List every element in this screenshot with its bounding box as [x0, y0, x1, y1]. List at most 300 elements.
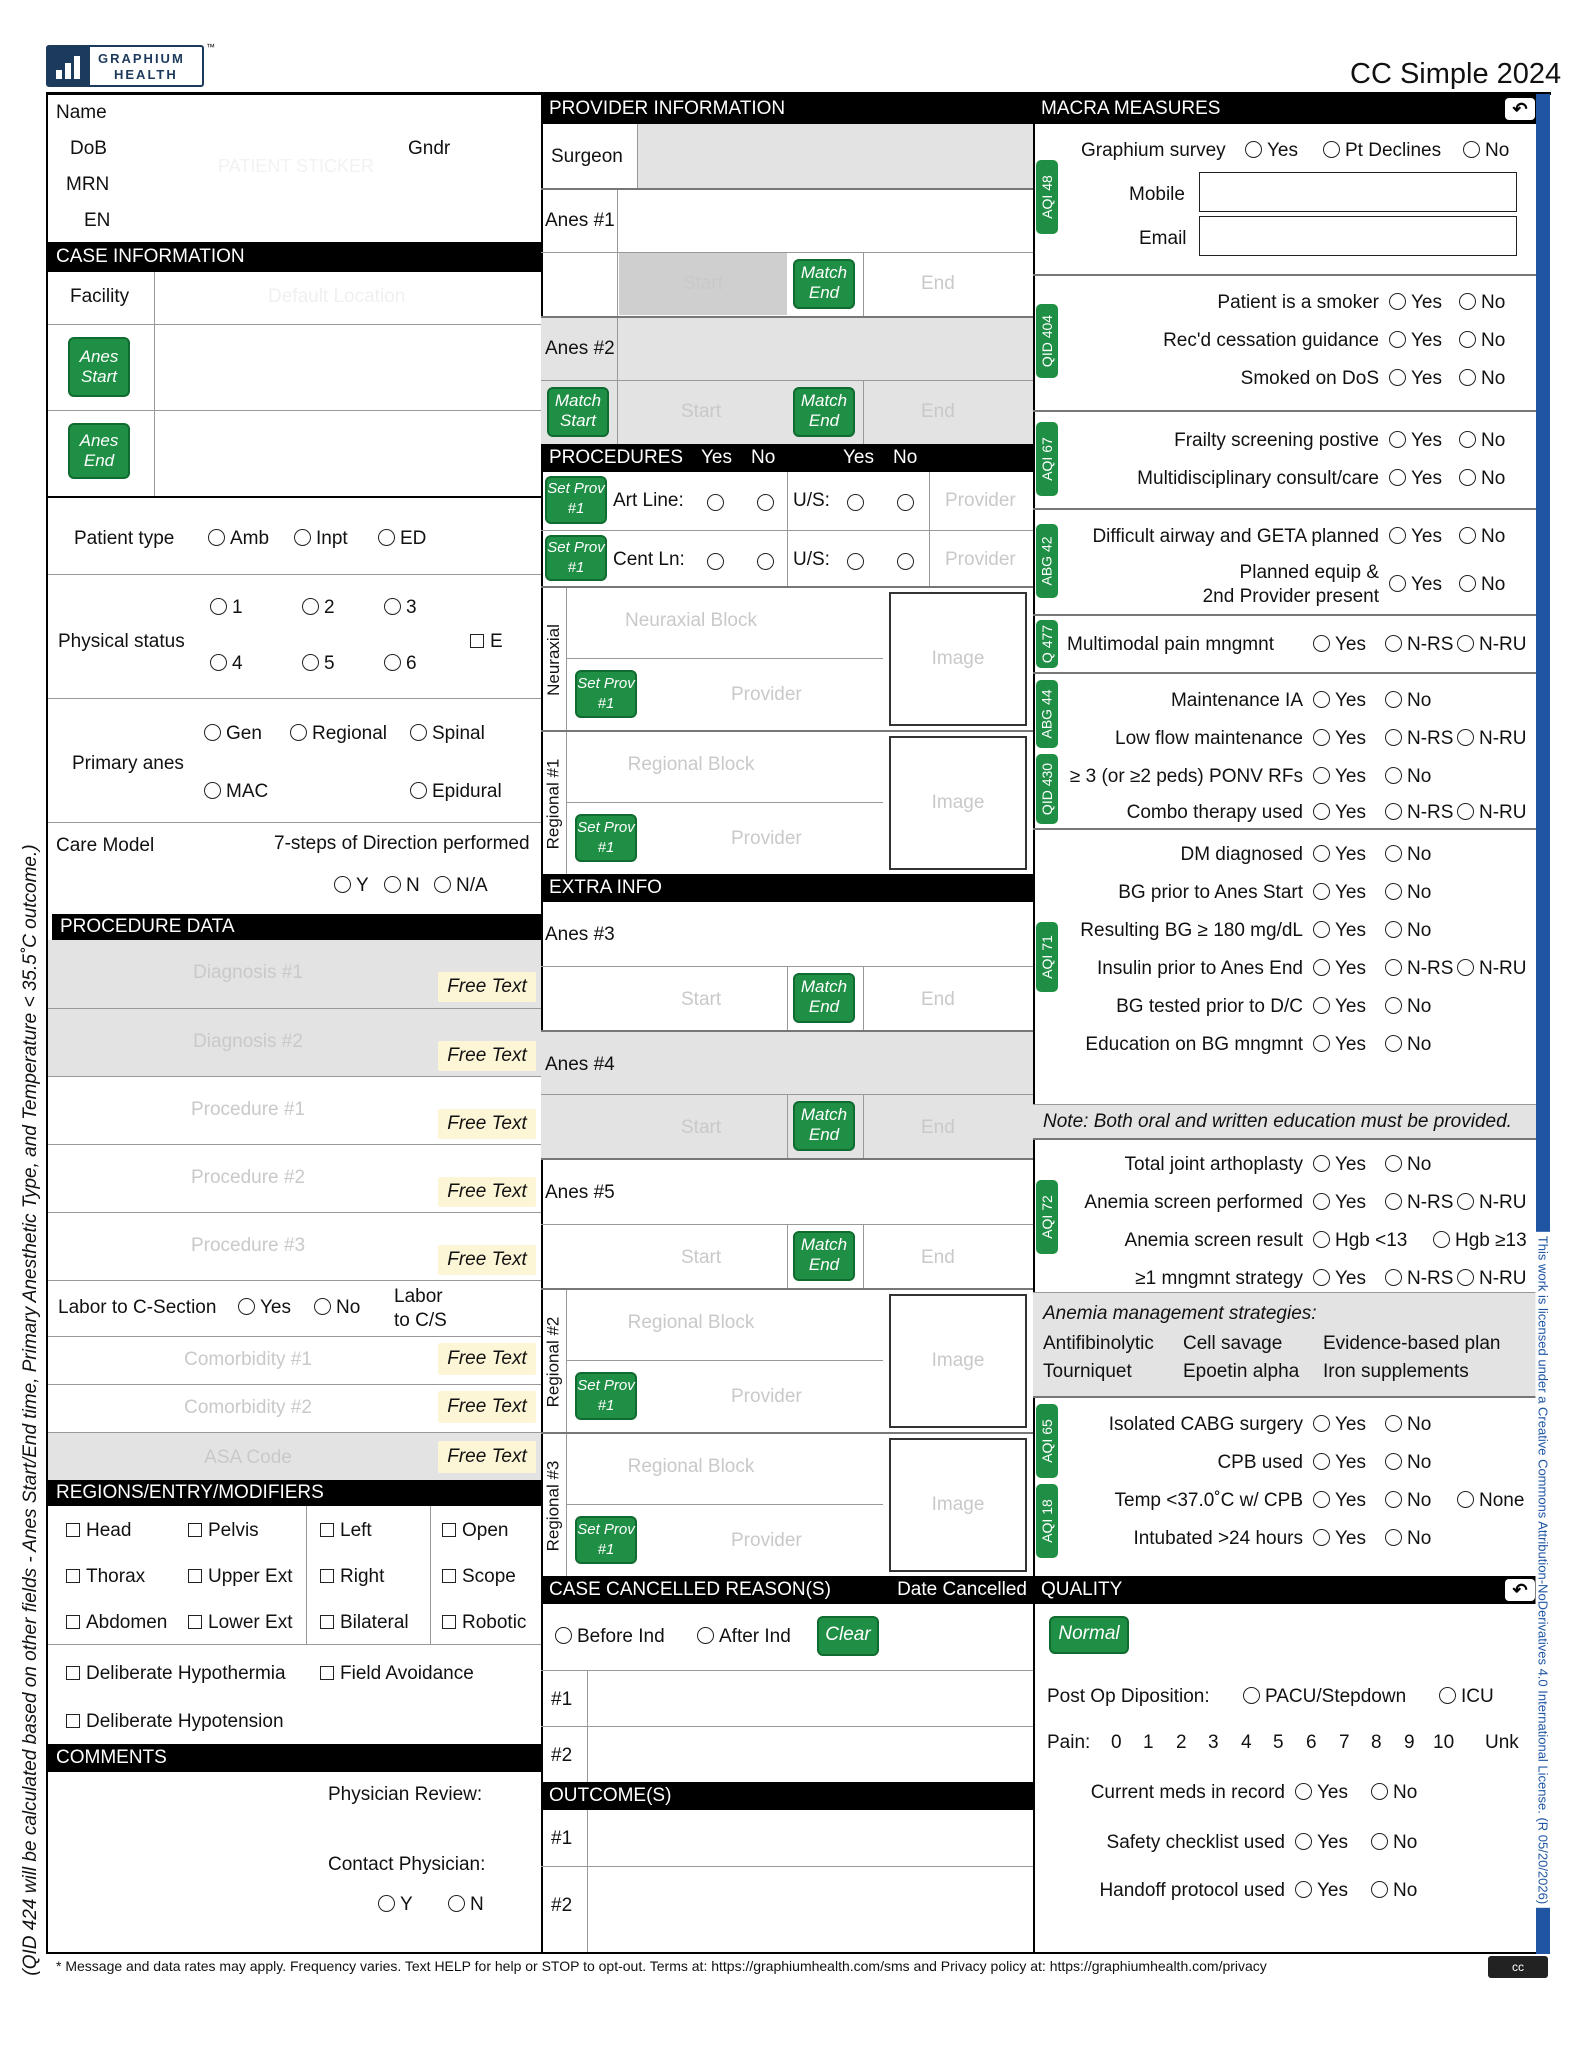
- cessation-label: Rec'd cessation guidance: [1163, 330, 1379, 351]
- bg180-label: Resulting BG ≥ 180 mg/dL: [1080, 920, 1303, 941]
- tab-q-477: Q 477: [1036, 620, 1058, 668]
- pa-mac[interactable]: MAC: [204, 781, 268, 803]
- combo-nrs[interactable]: N-RS: [1385, 802, 1453, 824]
- bgtested-yes[interactable]: Yes: [1313, 996, 1366, 1018]
- safety-no[interactable]: No: [1371, 1832, 1417, 1854]
- regional1-label: Regional #1: [541, 732, 567, 876]
- ponv-no[interactable]: No: [1385, 766, 1431, 788]
- tja-no[interactable]: No: [1385, 1154, 1431, 1176]
- outcome-2[interactable]: [587, 1867, 1033, 1952]
- cent-ln-provider[interactable]: Provider: [945, 549, 1016, 570]
- bgprior-yes[interactable]: Yes: [1313, 882, 1366, 904]
- cancel-reason-1-label: #1: [551, 1689, 573, 1710]
- combo-yes[interactable]: Yes: [1313, 802, 1366, 824]
- cancel-reason-2[interactable]: [587, 1727, 1033, 1782]
- cancel-clear-button[interactable]: Clear: [817, 1616, 879, 1656]
- case-info-header: CASE INFORMATION: [48, 242, 541, 272]
- email-label: Email: [1139, 228, 1187, 249]
- regions-header: REGIONS/ENTRY/MODIFIERS: [48, 1480, 541, 1506]
- anes2-start[interactable]: Start: [681, 401, 722, 422]
- temp-yes[interactable]: Yes: [1313, 1490, 1366, 1512]
- maint-ia-label: Maintenance IA: [1170, 690, 1303, 711]
- art-line-no[interactable]: [757, 494, 774, 511]
- anemia-perf-nru[interactable]: N-RU: [1457, 1192, 1527, 1214]
- intubated-label: Intubated >24 hours: [1133, 1528, 1303, 1549]
- facility-value[interactable]: Default Location: [268, 286, 406, 307]
- anes2-end[interactable]: End: [921, 401, 955, 422]
- strategy-iron: Iron supplements: [1323, 1361, 1469, 1382]
- facility-label: Facility: [70, 286, 130, 307]
- free-text-dx1[interactable]: Free Text: [438, 972, 536, 1002]
- insulin-nru[interactable]: N-RU: [1457, 958, 1527, 980]
- art-us-label: U/S:: [793, 490, 830, 511]
- mobile-input[interactable]: [1199, 172, 1517, 212]
- ps-5[interactable]: 5: [302, 653, 335, 675]
- seven-y[interactable]: Y: [334, 875, 369, 897]
- maint-yes[interactable]: Yes: [1313, 690, 1366, 712]
- neuraxial-image[interactable]: Image: [889, 592, 1027, 726]
- intub-no[interactable]: No: [1385, 1528, 1431, 1550]
- anes4-label: Anes #4: [545, 1054, 615, 1075]
- left-column: [46, 94, 543, 1954]
- anemia-hgb-ge13[interactable]: Hgb ≥13: [1433, 1230, 1527, 1252]
- bgtested-no[interactable]: No: [1385, 996, 1431, 1018]
- free-text-comorb2[interactable]: Free Text: [438, 1391, 536, 1423]
- outcome-1[interactable]: [587, 1810, 1033, 1866]
- cessation-yes[interactable]: Yes: [1389, 330, 1442, 352]
- care-model-label: Care Model: [56, 835, 155, 856]
- survey-pt-declines[interactable]: Pt Declines: [1323, 140, 1441, 162]
- anemia-result-label: Anemia screen result: [1124, 1230, 1303, 1251]
- mngmnt-yes[interactable]: Yes: [1313, 1268, 1366, 1290]
- cabg-yes[interactable]: Yes: [1313, 1414, 1366, 1436]
- frailty-no[interactable]: No: [1459, 430, 1505, 452]
- neuraxial-label: Neuraxial: [541, 588, 567, 732]
- asa-code[interactable]: ASA Code: [204, 1447, 292, 1468]
- intub-yes[interactable]: Yes: [1313, 1528, 1366, 1550]
- cent-ln-yes[interactable]: [707, 553, 724, 570]
- strategy-tourniquet: Tourniquet: [1043, 1361, 1132, 1382]
- free-text-proc1[interactable]: Free Text: [438, 1109, 536, 1139]
- cent-us-no[interactable]: [897, 553, 914, 570]
- equip-no[interactable]: No: [1459, 574, 1505, 596]
- comments-header: COMMENTS: [48, 1744, 541, 1772]
- anes5-start[interactable]: Start: [681, 1247, 722, 1268]
- smoker-label: Patient is a smoker: [1217, 292, 1379, 313]
- smoked-no[interactable]: No: [1459, 368, 1505, 390]
- temp-no[interactable]: No: [1385, 1490, 1431, 1512]
- ps-e[interactable]: E: [470, 631, 503, 653]
- anes5-match-end[interactable]: Match End: [793, 1231, 855, 1281]
- art-us-yes[interactable]: [847, 494, 864, 511]
- deliberate-hypotension[interactable]: Deliberate Hypotension: [66, 1711, 284, 1733]
- region-head[interactable]: Head: [66, 1520, 131, 1542]
- primary-anes-label: Primary anes: [72, 753, 184, 774]
- logo-bars-icon: [48, 47, 90, 85]
- region-thorax[interactable]: Thorax: [66, 1566, 145, 1588]
- region-right[interactable]: Right: [320, 1566, 384, 1588]
- pain-0[interactable]: 0: [1111, 1732, 1122, 1753]
- tab-abg-44: ABG 44: [1036, 680, 1058, 748]
- outcome-1-label: #1: [551, 1828, 573, 1849]
- handoff-yes[interactable]: Yes: [1295, 1880, 1348, 1902]
- contact-y[interactable]: Y: [378, 1894, 413, 1916]
- comorbidity-1[interactable]: Comorbidity #1: [184, 1349, 312, 1370]
- seven-na[interactable]: N/A: [434, 875, 488, 897]
- labor-yes[interactable]: Yes: [238, 1297, 291, 1319]
- seven-n[interactable]: N: [384, 875, 420, 897]
- tja-yes[interactable]: Yes: [1313, 1154, 1366, 1176]
- pain-10[interactable]: 10: [1433, 1732, 1455, 1753]
- ps-3[interactable]: 3: [384, 597, 417, 619]
- smoked-yes[interactable]: Yes: [1389, 368, 1442, 390]
- anes5-label: Anes #5: [545, 1182, 615, 1203]
- tab-aqi-72: AQI 72: [1036, 1180, 1058, 1254]
- survey-yes[interactable]: Yes: [1245, 140, 1298, 162]
- regional2-label: Regional #2: [541, 1290, 567, 1434]
- smoker-yes[interactable]: Yes: [1389, 292, 1442, 314]
- pain-2[interactable]: 2: [1176, 1732, 1187, 1753]
- pain-7[interactable]: 7: [1339, 1732, 1350, 1753]
- regional3-image[interactable]: Image: [889, 1438, 1027, 1572]
- outcomes-header: OUTCOME(S): [541, 1782, 1033, 1810]
- middle-column: [541, 94, 1035, 1954]
- combo-label: Combo therapy used: [1126, 802, 1303, 823]
- multi-yes[interactable]: Yes: [1389, 468, 1442, 490]
- combo-nru[interactable]: N-RU: [1457, 802, 1527, 824]
- footer-note: * Message and data rates may apply. Frequency varies. Text HELP for help or STOP to opt-out. Terms at: https://graphiumhealth.com/sms and Privacy policy at: https://graphiumhealth.com/privacy: [56, 1958, 1267, 1974]
- regional3-label: Regional #3: [541, 1434, 567, 1578]
- cent-ln-set-prov[interactable]: Set Prov #1: [545, 535, 607, 581]
- mrn-label: MRN: [66, 174, 110, 195]
- regional1-provider[interactable]: Provider: [731, 828, 802, 849]
- comorbidity-2[interactable]: Comorbidity #2: [184, 1397, 312, 1418]
- anes1-start[interactable]: Start: [619, 253, 787, 315]
- ps-1[interactable]: 1: [210, 597, 243, 619]
- multimodal-nrs[interactable]: N-RS: [1385, 634, 1453, 656]
- insulin-label: Insulin prior to Anes End: [1097, 958, 1303, 979]
- cabg-no[interactable]: No: [1385, 1414, 1431, 1436]
- graphium-logo: [46, 45, 204, 87]
- regional3-provider[interactable]: Provider: [731, 1530, 802, 1551]
- anes3-start[interactable]: Start: [681, 989, 722, 1010]
- insulin-nrs[interactable]: N-RS: [1385, 958, 1453, 980]
- tab-aqi-48: AQI 48: [1036, 160, 1058, 234]
- cc-license-icon: cc: [1488, 1956, 1548, 1978]
- cpb-no[interactable]: No: [1385, 1452, 1431, 1474]
- procedure-2[interactable]: Procedure #2: [190, 1167, 306, 1188]
- region-bilateral[interactable]: Bilateral: [320, 1612, 409, 1634]
- mngmnt-nru[interactable]: N-RU: [1457, 1268, 1527, 1290]
- equip-label-1: Planned equip &: [1239, 562, 1379, 583]
- safety-label: Safety checklist used: [1106, 1832, 1285, 1853]
- airway-yes[interactable]: Yes: [1389, 526, 1442, 548]
- region-abdomen[interactable]: Abdomen: [66, 1612, 167, 1634]
- labor-no[interactable]: No: [314, 1297, 360, 1319]
- regional3-set-prov[interactable]: Set Prov #1: [575, 1516, 637, 1564]
- multimodal-yes[interactable]: Yes: [1313, 634, 1366, 656]
- region-robotic[interactable]: Robotic: [442, 1612, 526, 1634]
- bg180-no[interactable]: No: [1385, 920, 1431, 942]
- strategy-antifibinolytic: Antifibinolytic: [1043, 1333, 1154, 1354]
- anes1-field[interactable]: [617, 190, 1033, 252]
- dm-no[interactable]: No: [1385, 844, 1431, 866]
- edu-yes[interactable]: Yes: [1313, 1034, 1366, 1056]
- bg-tested-label: BG tested prior to D/C: [1116, 996, 1303, 1017]
- anemia-perf-nrs[interactable]: N-RS: [1385, 1192, 1453, 1214]
- extra-info-header: EXTRA INFO: [541, 874, 1033, 902]
- multimodal-nru[interactable]: N-RU: [1457, 634, 1527, 656]
- free-text-comorb1[interactable]: Free Text: [438, 1343, 536, 1375]
- multidisciplinary-label: Multidisciplinary consult/care: [1137, 468, 1379, 489]
- ponv-label: ≥ 3 (or ≥2 peds) PONV RFs: [1069, 766, 1303, 787]
- region-open[interactable]: Open: [442, 1520, 508, 1542]
- pt-inpt[interactable]: Inpt: [294, 528, 348, 550]
- airway-label: Difficult airway and GETA planned: [1092, 526, 1379, 547]
- pa-epidural[interactable]: Epidural: [410, 781, 502, 803]
- mngmnt-label: ≥1 mngmnt strategy: [1135, 1268, 1303, 1289]
- ps-6[interactable]: 6: [384, 653, 417, 675]
- regional2-image[interactable]: Image: [889, 1294, 1027, 1428]
- pain-8[interactable]: 8: [1371, 1732, 1382, 1753]
- strategy-cell-savage: Cell savage: [1183, 1333, 1283, 1354]
- mobile-label: Mobile: [1129, 184, 1185, 205]
- gndr-label: Gndr: [408, 138, 451, 159]
- cancel-reason-1[interactable]: [587, 1671, 1033, 1726]
- lowflow-nrs[interactable]: N-RS: [1385, 728, 1453, 750]
- surgeon-field[interactable]: [637, 124, 1033, 188]
- cessation-no[interactable]: No: [1459, 330, 1505, 352]
- anemia-hgb-lt13[interactable]: Hgb <13: [1313, 1230, 1407, 1252]
- diagnosis-2[interactable]: Diagnosis #2: [193, 1031, 303, 1052]
- neuraxial-set-prov[interactable]: Set Prov #1: [575, 670, 637, 718]
- tja-label: Total joint arthoplasty: [1124, 1154, 1303, 1175]
- art-line-label: Art Line:: [613, 490, 684, 511]
- tab-aqi-67: AQI 67: [1036, 422, 1058, 496]
- frailty-label: Frailty screening postive: [1174, 430, 1379, 451]
- quality-undo-icon[interactable]: ↶: [1505, 1579, 1535, 1601]
- physician-review-label: Physician Review:: [328, 1784, 483, 1805]
- pain-unk[interactable]: Unk: [1485, 1732, 1519, 1753]
- equip-yes[interactable]: Yes: [1389, 574, 1442, 596]
- anes1-match-end[interactable]: Match End: [793, 259, 855, 309]
- regional3-block[interactable]: Regional Block: [627, 1456, 755, 1477]
- frailty-yes[interactable]: Yes: [1389, 430, 1442, 452]
- mngmnt-nrs[interactable]: N-RS: [1385, 1268, 1453, 1290]
- anes1-end[interactable]: End: [921, 273, 955, 294]
- region-lower-ext[interactable]: Lower Ext: [188, 1612, 292, 1634]
- survey-no[interactable]: No: [1463, 140, 1509, 162]
- lowflow-yes[interactable]: Yes: [1313, 728, 1366, 750]
- multimodal-label: Multimodal pain mngmnt: [1067, 634, 1274, 655]
- tab-qid-404: QID 404: [1036, 304, 1058, 378]
- contact-n[interactable]: N: [448, 1894, 484, 1916]
- maint-no[interactable]: No: [1385, 690, 1431, 712]
- anemia-perf-label: Anemia screen performed: [1084, 1192, 1303, 1213]
- labor-cs-label: Labor to C/S: [394, 1286, 447, 1331]
- postop-icu[interactable]: ICU: [1439, 1686, 1494, 1708]
- deliberate-hypothermia[interactable]: Deliberate Hypothermia: [66, 1663, 286, 1685]
- cabg-label: Isolated CABG surgery: [1108, 1414, 1303, 1435]
- temp-cpb-label: Temp <37.0˚C w/ CPB: [1114, 1490, 1303, 1511]
- anes3-match-end[interactable]: Match End: [793, 973, 855, 1023]
- art-line-yes[interactable]: [707, 494, 724, 511]
- quality-normal-button[interactable]: Normal: [1049, 1616, 1129, 1654]
- handoff-no[interactable]: No: [1371, 1880, 1417, 1902]
- low-flow-label: Low flow maintenance: [1115, 728, 1303, 749]
- anes2-match-end[interactable]: Match End: [793, 387, 855, 437]
- anes-start-button[interactable]: Anes Start: [68, 337, 130, 397]
- airway-no[interactable]: No: [1459, 526, 1505, 548]
- anemia-strategies-title: Anemia management strategies:: [1043, 1303, 1317, 1324]
- cent-ln-no[interactable]: [757, 553, 774, 570]
- pain-5[interactable]: 5: [1273, 1732, 1284, 1753]
- pain-9[interactable]: 9: [1404, 1732, 1415, 1753]
- tab-aqi-71: AQI 71: [1036, 922, 1058, 992]
- ps-2[interactable]: 2: [302, 597, 335, 619]
- patient-type-label: Patient type: [74, 528, 175, 549]
- regional1-block[interactable]: Regional Block: [627, 754, 755, 775]
- ps-4[interactable]: 4: [210, 653, 243, 675]
- procedure-3[interactable]: Procedure #3: [190, 1235, 306, 1256]
- postop-label: Post Op Diposition:: [1047, 1686, 1210, 1707]
- pt-amb[interactable]: Amb: [208, 528, 269, 550]
- patient-sticker: PATIENT STICKER: [218, 156, 375, 176]
- form-title: CC Simple 2024: [1350, 58, 1562, 90]
- labor-label: Labor to C-Section: [58, 1297, 217, 1318]
- multi-no[interactable]: No: [1459, 468, 1505, 490]
- regional1-image[interactable]: Image: [889, 736, 1027, 870]
- meds-yes[interactable]: Yes: [1295, 1782, 1348, 1804]
- anes3-label: Anes #3: [545, 924, 615, 945]
- pt-ed[interactable]: ED: [378, 528, 426, 550]
- cancel-before-ind[interactable]: Before Ind: [555, 1626, 665, 1648]
- dm-yes[interactable]: Yes: [1313, 844, 1366, 866]
- cent-us-yes[interactable]: [847, 553, 864, 570]
- qid424-note: (QID 424 will be calculated based on other fields - Anes Start/End time, Primary Anesthetic Type, and Temperature < 35.5˚C outcome.): [20, 844, 41, 1976]
- procedure-data-header: PROCEDURE DATA: [52, 914, 541, 940]
- graphium-survey-label: Graphium survey: [1081, 140, 1226, 161]
- en-label: EN: [84, 210, 111, 231]
- cpb-yes[interactable]: Yes: [1313, 1452, 1366, 1474]
- free-text-proc2[interactable]: Free Text: [438, 1177, 536, 1207]
- tab-abg-42: ABG 42: [1036, 524, 1058, 598]
- anes3-end[interactable]: End: [921, 989, 955, 1010]
- anes4-end[interactable]: End: [921, 1117, 955, 1138]
- cancel-after-ind[interactable]: After Ind: [697, 1626, 791, 1648]
- pain-label: Pain:: [1047, 1732, 1091, 1753]
- art-us-no[interactable]: [897, 494, 914, 511]
- anes-end-button[interactable]: Anes End: [68, 423, 130, 479]
- anes1-label: Anes #1: [545, 210, 615, 231]
- pain-6[interactable]: 6: [1306, 1732, 1317, 1753]
- anes5-end[interactable]: End: [921, 1247, 955, 1268]
- pa-spinal[interactable]: Spinal: [410, 723, 485, 745]
- dm-label: DM diagnosed: [1180, 844, 1303, 865]
- art-line-provider[interactable]: Provider: [945, 490, 1016, 511]
- pain-4[interactable]: 4: [1241, 1732, 1252, 1753]
- tab-aqi-65: AQI 65: [1036, 1404, 1058, 1478]
- case-cancelled-header: CASE CANCELLED REASON(S) Date Cancelled: [541, 1576, 1033, 1604]
- regional2-provider[interactable]: Provider: [731, 1386, 802, 1407]
- smoked-dos-label: Smoked on DoS: [1240, 368, 1379, 389]
- insulin-yes[interactable]: Yes: [1313, 958, 1366, 980]
- free-text-dx2[interactable]: Free Text: [438, 1041, 536, 1071]
- pain-1[interactable]: 1: [1143, 1732, 1154, 1753]
- dob-label: DoB: [70, 138, 107, 159]
- tab-qid-430: QID 430: [1036, 754, 1058, 824]
- meds-no[interactable]: No: [1371, 1782, 1417, 1804]
- regional1-set-prov[interactable]: Set Prov #1: [575, 814, 637, 862]
- pain-3[interactable]: 3: [1208, 1732, 1219, 1753]
- pa-regional[interactable]: Regional: [290, 723, 387, 745]
- anes4-start[interactable]: Start: [681, 1117, 722, 1138]
- equip-label-2: 2nd Provider present: [1202, 586, 1379, 607]
- cancel-reason-2-label: #2: [551, 1745, 573, 1766]
- quality-header: QUALITY: [1033, 1576, 1541, 1604]
- anes4-match-end[interactable]: Match End: [793, 1101, 855, 1151]
- free-text-asa[interactable]: Free Text: [438, 1441, 536, 1473]
- region-left[interactable]: Left: [320, 1520, 372, 1542]
- art-line-set-prov[interactable]: Set Prov #1: [545, 476, 607, 524]
- logo-tm: ™: [206, 42, 215, 52]
- region-upper-ext[interactable]: Upper Ext: [188, 1566, 292, 1588]
- postop-pacu[interactable]: PACU/Stepdown: [1243, 1686, 1406, 1708]
- macra-undo-icon[interactable]: ↶: [1505, 98, 1535, 120]
- neuraxial-block[interactable]: Neuraxial Block: [625, 610, 757, 631]
- strategy-evidence-based: Evidence-based plan: [1323, 1333, 1501, 1354]
- anemia-perf-yes[interactable]: Yes: [1313, 1192, 1366, 1214]
- surgeon-label: Surgeon: [551, 146, 623, 167]
- logo-line1: GRAPHIUM: [98, 51, 185, 66]
- temp-none[interactable]: None: [1457, 1490, 1524, 1512]
- provider-header: PROVIDER INFORMATION: [541, 94, 1033, 124]
- contact-physician-label: Contact Physician:: [328, 1854, 486, 1875]
- diagnosis-1[interactable]: Diagnosis #1: [193, 962, 303, 983]
- seven-steps-label: 7-steps of Direction performed: [274, 833, 530, 854]
- anes2-match-start[interactable]: Match Start: [547, 387, 609, 437]
- ponv-yes[interactable]: Yes: [1313, 766, 1366, 788]
- edu-no[interactable]: No: [1385, 1034, 1431, 1056]
- bg180-yes[interactable]: Yes: [1313, 920, 1366, 942]
- region-pelvis[interactable]: Pelvis: [188, 1520, 259, 1542]
- bg-prior-label: BG prior to Anes Start: [1118, 882, 1303, 903]
- field-avoidance[interactable]: Field Avoidance: [320, 1663, 474, 1685]
- neuraxial-provider[interactable]: Provider: [731, 684, 802, 705]
- physical-status-label: Physical status: [58, 631, 185, 652]
- bgprior-no[interactable]: No: [1385, 882, 1431, 904]
- pa-gen[interactable]: Gen: [204, 723, 262, 745]
- lowflow-nru[interactable]: N-RU: [1457, 728, 1527, 750]
- edu-label: Education on BG mngmnt: [1085, 1034, 1303, 1055]
- regional2-block[interactable]: Regional Block: [627, 1312, 755, 1333]
- logo-line2: HEALTH: [114, 67, 178, 82]
- education-note: Note: Both oral and written education must be provided.: [1043, 1111, 1512, 1132]
- anes2-label: Anes #2: [545, 338, 615, 359]
- procedure-1[interactable]: Procedure #1: [190, 1099, 306, 1120]
- tab-aqi-18: AQI 18: [1036, 1484, 1058, 1558]
- right-column: [1033, 94, 1543, 1954]
- safety-yes[interactable]: Yes: [1295, 1832, 1348, 1854]
- email-input[interactable]: [1199, 216, 1517, 256]
- macra-header: MACRA MEASURES: [1033, 94, 1541, 124]
- free-text-proc3[interactable]: Free Text: [438, 1245, 536, 1275]
- region-scope[interactable]: Scope: [442, 1566, 516, 1588]
- smoker-no[interactable]: No: [1459, 292, 1505, 314]
- outcome-2-label: #2: [551, 1895, 573, 1916]
- regional2-set-prov[interactable]: Set Prov #1: [575, 1372, 637, 1420]
- procedures-header: PROCEDURES Yes No Yes No: [541, 444, 1033, 472]
